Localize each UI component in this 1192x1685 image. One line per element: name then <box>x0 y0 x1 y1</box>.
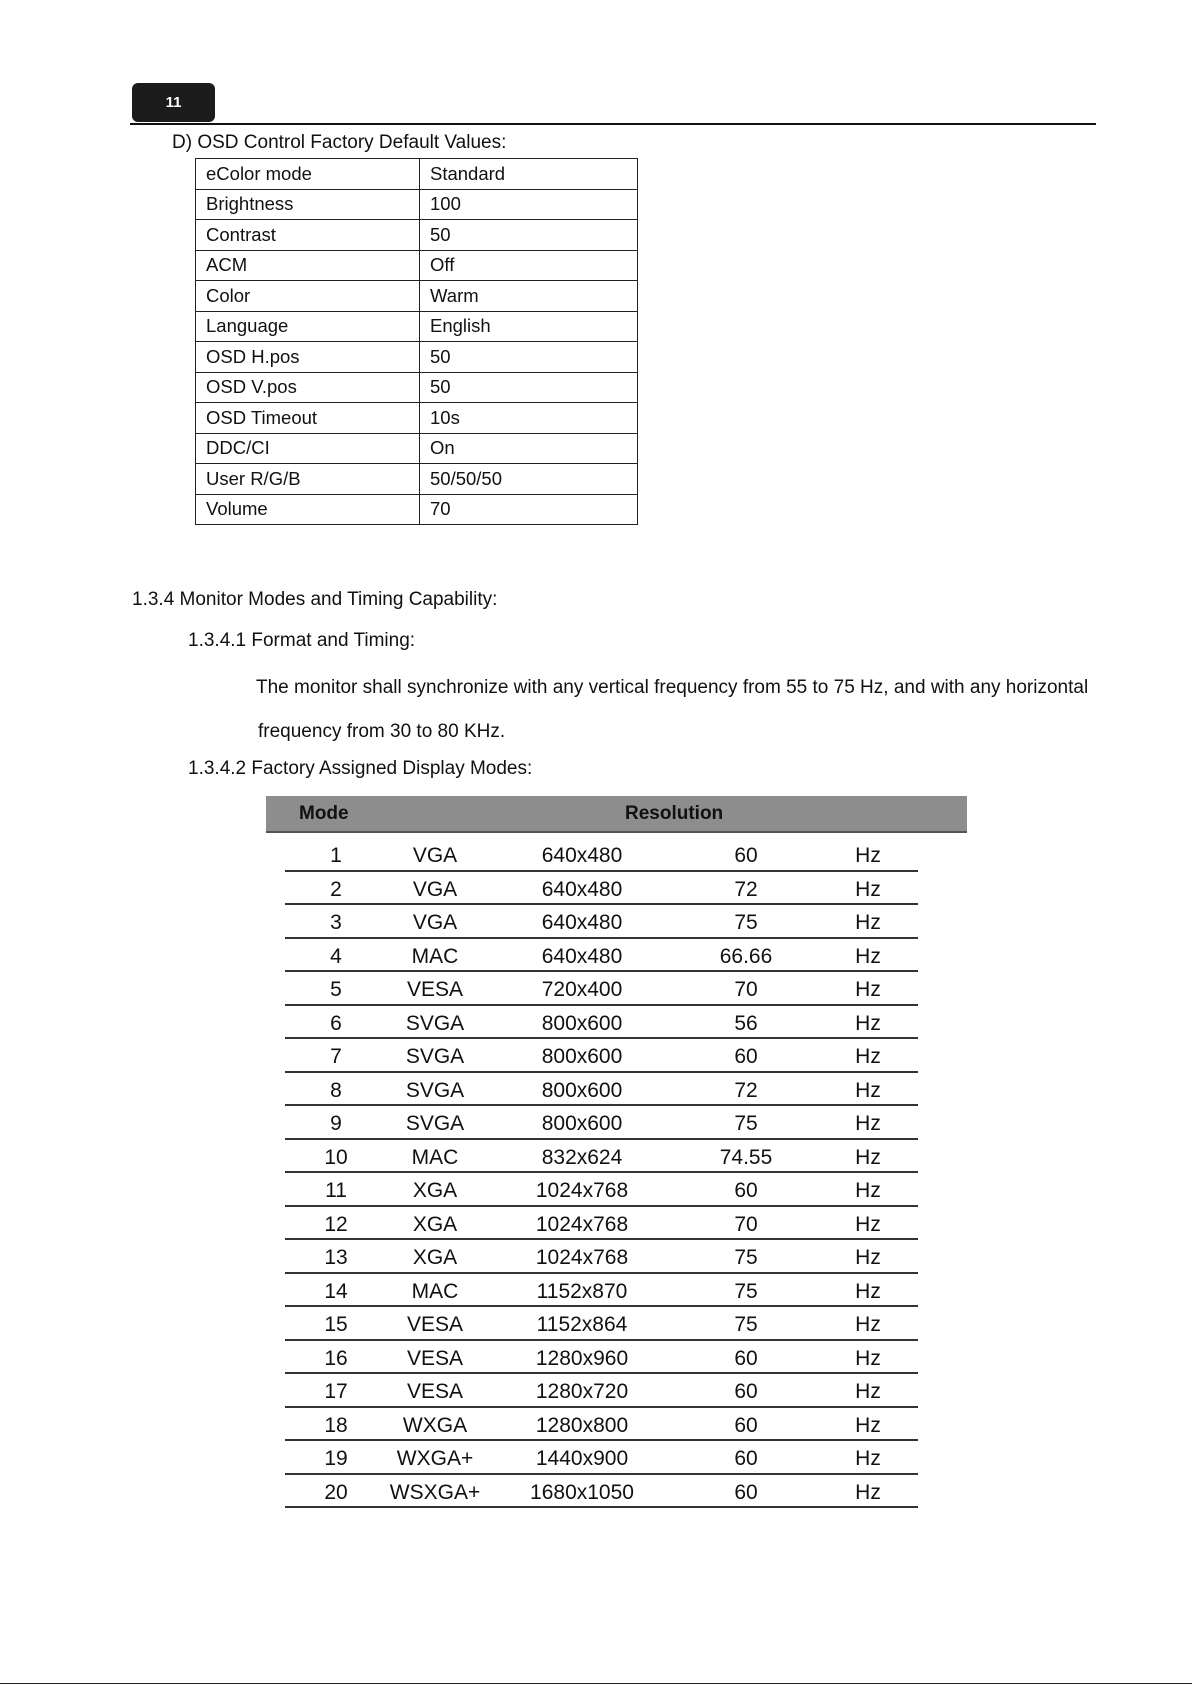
mode-freq-cell: 56 <box>734 1011 758 1035</box>
osd-setting-cell: Color <box>196 281 420 312</box>
footer-divider <box>0 1683 1192 1684</box>
osd-value-cell: 70 <box>420 494 638 525</box>
mode-res-cell: 800x600 <box>541 1112 623 1135</box>
mode-freq-cell: 70 <box>734 1212 758 1236</box>
mode-name-cell: MAC <box>411 1145 459 1169</box>
osd-row <box>196 433 638 464</box>
mode-res-cell: 800x600 <box>541 1045 623 1068</box>
osd-setting-cell: Language <box>196 311 420 342</box>
mode-freq-cell: 75 <box>734 1246 758 1269</box>
timing-paragraph-line1: The monitor shall synchronize with any vertical frequency from 55 to 75 Hz, and with any horizontal <box>256 677 1089 698</box>
mode-unit-cell: Hz <box>855 877 881 901</box>
mode-no-cell: 10 <box>324 1145 348 1169</box>
section-1341-heading: 1.3.4.1 Format and Timing: <box>188 630 416 651</box>
mode-res-cell: 1152x870 <box>536 1279 628 1303</box>
osd-value-cell: Warm <box>420 281 638 312</box>
mode-res-cell: 640x480 <box>541 877 623 901</box>
mode-column-header: Mode <box>299 803 349 824</box>
section-d-title: D) OSD Control Factory Default Values: <box>172 132 507 153</box>
mode-unit-cell: Hz <box>855 1112 881 1135</box>
mode-name-cell: XGA <box>412 1246 458 1269</box>
mode-row <box>285 905 918 939</box>
osd-value-cell: 100 <box>420 189 638 220</box>
mode-no-cell: 17 <box>324 1380 348 1403</box>
osd-value-cell: 50 <box>420 220 638 251</box>
mode-res-cell: 640x480 <box>541 844 623 867</box>
mode-row <box>285 1240 918 1274</box>
mode-no-cell: 3 <box>330 911 342 934</box>
mode-unit-cell: Hz <box>855 1145 881 1169</box>
section-1342-heading: 1.3.4.2 Factory Assigned Display Modes: <box>188 758 533 779</box>
osd-value-cell: Standard <box>420 159 638 190</box>
mode-res-cell: 1152x864 <box>536 1313 628 1336</box>
mode-unit-cell: Hz <box>855 944 881 968</box>
osd-setting-cell: ACM <box>196 250 420 281</box>
mode-unit-cell: Hz <box>855 1011 881 1035</box>
osd-setting-cell: DDC/CI <box>196 433 420 464</box>
mode-unit-cell: Hz <box>855 1413 881 1437</box>
mode-row <box>285 1441 918 1475</box>
mode-no-cell: 2 <box>330 877 342 901</box>
mode-row <box>285 972 918 1006</box>
mode-row <box>285 1039 918 1073</box>
mode-row <box>285 838 918 872</box>
mode-row <box>285 1106 918 1140</box>
mode-name-cell: VGA <box>412 877 458 901</box>
osd-value-cell: English <box>420 311 638 342</box>
mode-row <box>285 872 918 906</box>
mode-row <box>285 1140 918 1174</box>
mode-res-cell: 1440x900 <box>535 1447 629 1470</box>
mode-name-cell: WXGA <box>402 1413 468 1437</box>
mode-name-cell: WSXGA+ <box>389 1480 481 1504</box>
mode-no-cell: 14 <box>324 1279 348 1303</box>
timing-paragraph-line2: frequency from 30 to 80 KHz. <box>258 721 506 742</box>
mode-name-cell: XGA <box>412 1212 458 1236</box>
mode-unit-cell: Hz <box>855 844 881 867</box>
mode-row <box>285 1173 918 1207</box>
mode-res-cell: 640x480 <box>541 944 623 968</box>
mode-unit-cell: Hz <box>855 1480 881 1504</box>
mode-res-cell: 1024x768 <box>535 1212 629 1236</box>
mode-no-cell: 4 <box>330 944 342 968</box>
osd-row <box>196 403 638 434</box>
osd-row <box>196 342 638 373</box>
mode-name-cell: VESA <box>406 978 464 1001</box>
mode-name-cell: MAC <box>411 944 459 968</box>
mode-no-cell: 12 <box>324 1212 348 1236</box>
osd-setting-cell: User R/G/B <box>196 464 420 495</box>
mode-no-cell: 6 <box>330 1011 342 1035</box>
mode-row <box>285 1274 918 1308</box>
mode-name-cell: WXGA+ <box>396 1447 474 1470</box>
mode-res-cell: 1680x1050 <box>530 1480 634 1504</box>
mode-res-cell: 800x600 <box>541 1011 623 1035</box>
osd-value-cell: 50/50/50 <box>420 464 638 495</box>
mode-name-cell: SVGA <box>405 1112 465 1135</box>
mode-name-cell: VESA <box>406 1380 464 1403</box>
osd-row <box>196 464 638 495</box>
osd-row <box>196 189 638 220</box>
osd-setting-cell: OSD V.pos <box>196 372 420 403</box>
osd-setting-cell: OSD Timeout <box>196 403 420 434</box>
mode-no-cell: 8 <box>330 1078 342 1102</box>
mode-no-cell: 7 <box>330 1045 342 1068</box>
mode-unit-cell: Hz <box>855 911 881 934</box>
mode-freq-cell: 60 <box>734 1480 758 1504</box>
mode-res-cell: 640x480 <box>541 911 623 934</box>
mode-unit-cell: Hz <box>855 1447 881 1470</box>
mode-unit-cell: Hz <box>855 1212 881 1236</box>
mode-no-cell: 20 <box>324 1480 348 1504</box>
mode-res-cell: 720x400 <box>541 978 623 1001</box>
mode-freq-cell: 60 <box>734 1380 758 1403</box>
mode-freq-cell: 72 <box>734 877 758 901</box>
header-divider <box>130 123 1096 125</box>
osd-value-cell: 50 <box>420 342 638 373</box>
osd-value-cell: 50 <box>420 372 638 403</box>
mode-unit-cell: Hz <box>855 1246 881 1269</box>
mode-no-cell: 13 <box>324 1246 348 1269</box>
page-number-badge: 11 <box>132 83 215 122</box>
mode-unit-cell: Hz <box>855 1045 881 1068</box>
osd-defaults-table <box>195 158 638 525</box>
mode-res-cell: 1280x800 <box>535 1413 629 1437</box>
mode-row <box>285 1341 918 1375</box>
mode-unit-cell: Hz <box>855 1346 881 1370</box>
osd-row <box>196 250 638 281</box>
osd-row <box>196 311 638 342</box>
mode-name-cell: VGA <box>412 911 458 934</box>
mode-name-cell: VGA <box>412 844 458 867</box>
display-modes-table <box>285 838 918 1508</box>
mode-freq-cell: 60 <box>734 844 758 867</box>
mode-row <box>285 1408 918 1442</box>
osd-setting-cell: OSD H.pos <box>196 342 420 373</box>
mode-name-cell: VESA <box>406 1313 464 1336</box>
osd-value-cell: Off <box>420 250 638 281</box>
mode-name-cell: XGA <box>412 1179 458 1202</box>
mode-no-cell: 16 <box>324 1346 348 1370</box>
mode-unit-cell: Hz <box>855 978 881 1001</box>
osd-setting-cell: Brightness <box>196 189 420 220</box>
mode-freq-cell: 60 <box>734 1346 758 1370</box>
mode-row <box>285 1307 918 1341</box>
mode-no-cell: 15 <box>324 1313 348 1336</box>
mode-name-cell: SVGA <box>405 1011 465 1035</box>
mode-freq-cell: 60 <box>734 1447 758 1470</box>
osd-row <box>196 220 638 251</box>
mode-row <box>285 1374 918 1408</box>
mode-freq-cell: 75 <box>734 1313 758 1336</box>
section-134-heading: 1.3.4 Monitor Modes and Timing Capability: <box>132 589 498 610</box>
mode-row <box>285 1207 918 1241</box>
mode-res-cell: 832x624 <box>541 1145 623 1169</box>
mode-row <box>285 1475 918 1509</box>
osd-setting-cell: Volume <box>196 494 420 525</box>
osd-value-cell: On <box>420 433 638 464</box>
osd-row <box>196 372 638 403</box>
osd-setting-cell: Contrast <box>196 220 420 251</box>
mode-no-cell: 19 <box>324 1447 348 1470</box>
osd-row <box>196 494 638 525</box>
mode-res-cell: 1024x768 <box>535 1246 629 1269</box>
mode-name-cell: SVGA <box>405 1078 465 1102</box>
modes-table-header <box>266 796 967 833</box>
mode-unit-cell: Hz <box>855 1380 881 1403</box>
osd-row <box>196 281 638 312</box>
osd-setting-cell: eColor mode <box>196 159 420 190</box>
mode-row <box>285 939 918 973</box>
mode-name-cell: SVGA <box>405 1045 465 1068</box>
mode-no-cell: 9 <box>330 1112 342 1135</box>
resolution-column-header: Resolution <box>625 803 724 824</box>
mode-res-cell: 1280x960 <box>535 1346 629 1370</box>
mode-freq-cell: 75 <box>734 911 758 934</box>
mode-name-cell: MAC <box>411 1279 459 1303</box>
mode-unit-cell: Hz <box>855 1179 881 1202</box>
mode-no-cell: 18 <box>324 1413 348 1437</box>
mode-freq-cell: 74.55 <box>719 1145 773 1169</box>
mode-freq-cell: 60 <box>734 1045 758 1068</box>
osd-value-cell: 10s <box>420 403 638 434</box>
mode-row <box>285 1006 918 1040</box>
mode-row <box>285 1073 918 1107</box>
osd-row <box>196 159 638 190</box>
mode-unit-cell: Hz <box>855 1313 881 1336</box>
mode-no-cell: 5 <box>330 978 342 1001</box>
mode-freq-cell: 60 <box>734 1179 758 1202</box>
mode-freq-cell: 66.66 <box>719 944 773 968</box>
mode-no-cell: 1 <box>330 844 342 867</box>
mode-freq-cell: 70 <box>734 978 758 1001</box>
mode-res-cell: 800x600 <box>541 1078 623 1102</box>
mode-res-cell: 1024x768 <box>535 1179 629 1202</box>
mode-freq-cell: 75 <box>734 1279 758 1303</box>
mode-unit-cell: Hz <box>855 1078 881 1102</box>
mode-res-cell: 1280x720 <box>535 1380 629 1403</box>
mode-freq-cell: 60 <box>734 1413 758 1437</box>
mode-freq-cell: 72 <box>734 1078 758 1102</box>
mode-no-cell: 11 <box>325 1179 347 1202</box>
mode-freq-cell: 75 <box>734 1112 758 1135</box>
mode-unit-cell: Hz <box>855 1279 881 1303</box>
mode-name-cell: VESA <box>406 1346 464 1370</box>
